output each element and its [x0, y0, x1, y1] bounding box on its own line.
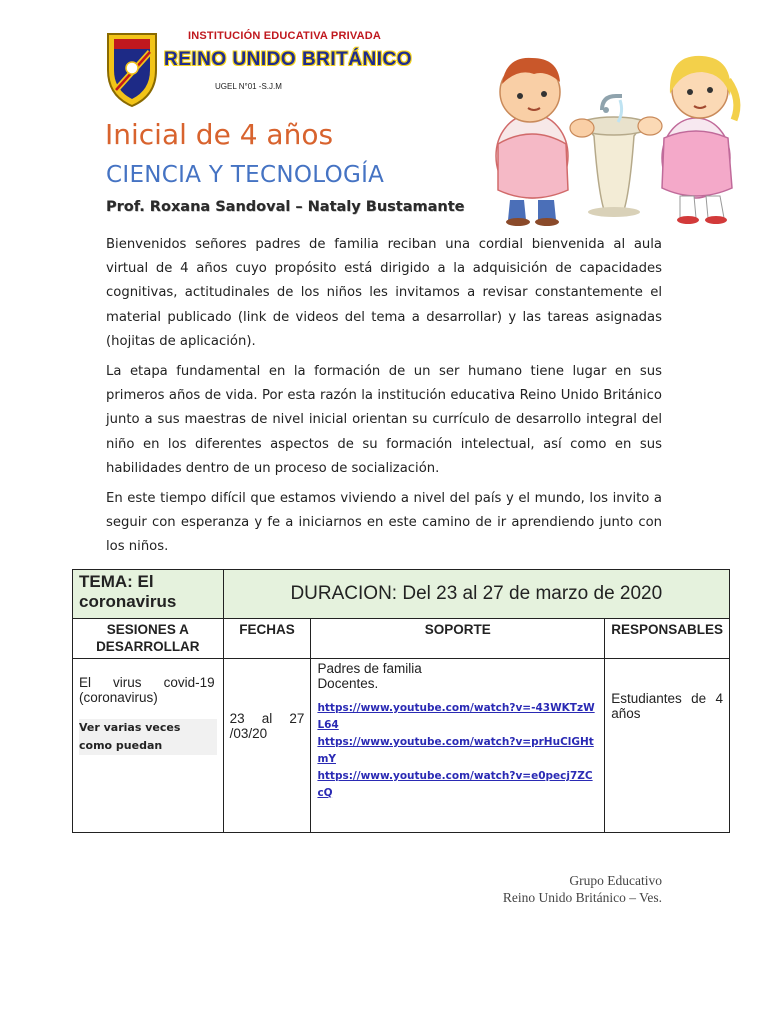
responsible-cell: [605, 659, 730, 833]
lesson-plan-table: [72, 569, 730, 833]
topic-cell: TEMA: El coronavirus: [73, 570, 224, 619]
table-row: [73, 659, 730, 833]
col-header-responsible: RESPONSABLES: [605, 619, 730, 659]
duration-cell: DURACION: Del 23 al 27 de marzo de 2020: [223, 570, 729, 619]
intro-paragraph-welcome: Bienvenidos señores padres de familia reciban una cordial bienvenida al aula virtual de 4 años cuyo propósito está dirigido a la adquisición de capacidades cognitivas, actitudinales de los niños les invitamos a revisar constantemente el material publicado (link de videos del tema a desarrollar) y las tareas asignadas (hojitas de aplicación).: [106, 237, 662, 349]
support-cell: [311, 659, 605, 833]
children-washing-hands-illustration: [484, 40, 746, 226]
video-link-2[interactable]: https://www.youtube.com/watch?v=prHuClGHtmY: [317, 736, 594, 765]
support-line-parents: Padres de familia: [317, 661, 422, 676]
footer-signature: [450, 872, 662, 906]
dates-cell: [223, 659, 311, 833]
video-link-3[interactable]: https://www.youtube.com/watch?v=e0pecj7ZCcQ: [317, 770, 593, 799]
dates-value: 23 al 27 /03/20: [229, 711, 305, 741]
teachers-line: Prof. Roxana Sandoval – Nataly Bustamante: [106, 199, 465, 215]
video-link-1[interactable]: https://www.youtube.com/watch?v=-43WKTzWL64: [317, 702, 595, 731]
session-title: El virus covid-19 (coronavirus): [79, 675, 215, 705]
session-cell: [73, 659, 224, 833]
footer-line-2: Reino Unido Británico – Ves.: [502, 890, 662, 905]
level-title: Inicial de 4 años: [105, 118, 334, 151]
institution-name: REINO UNIDO BRITÁNICO: [164, 49, 412, 70]
session-note: Ver varias veces como puedan: [79, 719, 217, 755]
institution-type: INSTITUCIÓN EDUCATIVA PRIVADA: [188, 30, 382, 42]
subject-title: CIENCIA Y TECNOLOGÍA: [106, 162, 385, 188]
school-crest-logo: [104, 30, 160, 108]
footer-line-1: Grupo Educativo: [569, 873, 662, 888]
col-header-sessions: SESIONES A DESARROLLAR: [73, 619, 224, 659]
intro-paragraph-stage: La etapa fundamental en la formación de un ser humano tiene lugar en sus primeros años de vida. Por esta razón la institución educativa Reino Unido Británico junto a sus maestras de nivel inicial orientan su currículo de desarrollo integral del niño en los diferentes aspectos de su formación intelectual, así como en sus habilidades dentro de un proceso de socialización.: [106, 364, 662, 476]
support-line-teachers: Docentes.: [317, 676, 379, 691]
intro-paragraph-hope: En este tiempo difícil que estamos viviendo a nivel del país y el mundo, los invito a seguir con esperanza y fe a iniciarnos en este camino de ir aprendiendo junto con los niños.: [106, 491, 662, 555]
col-header-support: SOPORTE: [311, 619, 605, 659]
col-header-dates: FECHAS: [223, 619, 311, 659]
ugel-label: UGEL N°01 -S.J.M: [215, 82, 282, 91]
responsible-value: Estudiantes de 4 años: [611, 691, 723, 721]
